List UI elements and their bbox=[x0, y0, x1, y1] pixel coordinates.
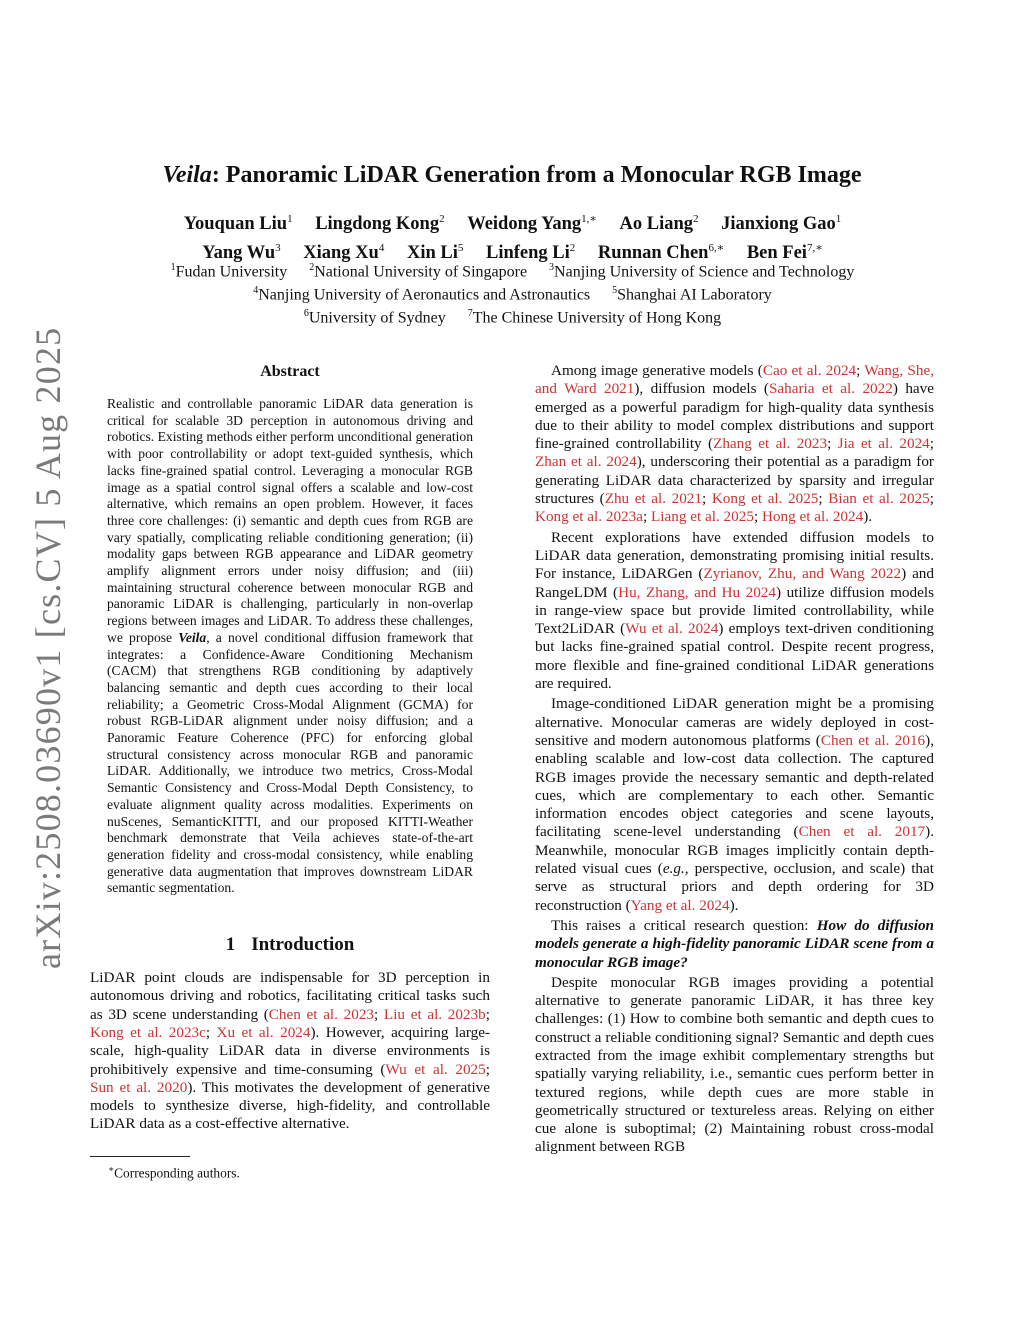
author: Ao Liang$^2$ bbox=[619, 213, 699, 235]
body-paragraph: Recent explorations have extended diffusion models to LiDAR data generation, demonstrating promising initial results. For instance, LiDARGen (Zyrianov, Zhu, and Wang 2022) and RangeLDM (Hu, Zhang, and Hu 2024) utilize diffusion models in range-view space but provide limited controllability, while Text2LiDAR (Wu et al. 2024) employs text-driven conditioning but lacks fine-grained spatial control. Despite recent progress, more flexible and fine-grained conditional LiDAR generations are required. bbox=[535, 528, 934, 693]
citation-link[interactable]: Xu et al. 2024 bbox=[216, 1023, 311, 1041]
footnote: ∗Corresponding authors. bbox=[108, 1164, 240, 1181]
citation-link[interactable]: Chen et al. 2016 bbox=[820, 731, 926, 749]
citation-link[interactable]: Zhu et al. 2021 bbox=[604, 490, 702, 508]
citation-link[interactable]: Yang et al. 2024 bbox=[630, 896, 730, 914]
citation-link[interactable]: Hong et al. 2024 bbox=[761, 508, 864, 526]
author-list bbox=[90, 207, 935, 265]
author: Ben Fei$^{7,∗}$ bbox=[746, 242, 823, 264]
author: Youquan Liu$^1$ bbox=[183, 213, 293, 235]
author-line-1 bbox=[90, 207, 935, 236]
left-column bbox=[90, 362, 490, 1134]
citation-link[interactable]: Jia et al. 2024 bbox=[837, 435, 930, 453]
body-paragraph: Despite monocular RGB images providing a potential alternative to generate panoramic LiDAR, it has three key challenges: (1) How to combine both semantic and depth cues to construct a reliable conditioning signal? Semantic and depth cues extracted from the image exhibit complementary strengths but spatially varying reliability, i.e., semantic cues perform better in textured regions, while depth cues are more stable in geometrically structured or textureless areas. Relying on either cue alone is suboptimal; (2) Maintaining robust cross-modal alignment between RGB bbox=[535, 973, 934, 1156]
citation-link[interactable]: Wu et al. 2025 bbox=[385, 1060, 486, 1078]
author: Xin Li$^5$ bbox=[406, 242, 464, 264]
author: Weidong Yang$^{1,∗}$ bbox=[467, 213, 597, 235]
author: Runnan Chen$^{6,∗}$ bbox=[597, 242, 725, 264]
abstract-body: Realistic and controllable panoramic LiDAR data generation is critical for scalable 3D perception in autonomous driving and robotics. Existing methods either perform unconditional generation with poor controllability or adopt text-guided synthesis, which lacks fine-grained spatial control. Leveraging a monocular RGB image as a spatial control signal offers a scalable and low-cost alternative, which remains an open problem. However, it faces three core challenges: (i) semantic and depth cues from RGB are vary spatially, complicating reliable conditioning generation; (ii) modality gaps between RGB appearance and LiDAR geometry amplify alignment errors under noisy diffusion; and (iii) maintaining structural coherence between monocular RGB and panoramic LiDAR is challenging, particularly in non-overlap regions between images and LiDAR. To address these challenges, we propose Veila, a novel conditional diffusion framework that integrates: a Confidence-Aware Conditioning Mechanism (CACM) that strengthens RGB conditioning by adaptively balancing semantic and depth cues according to their local reliability; a Geometric Cross-Modal Alignment (GCMA) for robust RGB-LiDAR alignment under noisy diffusion; and a Panoramic Feature Coherence (PFC) for enforcing global structural consistency across monocular RGB and panoramic LiDAR. Additionally, we introduce two metrics, Cross-Modal Semantic Consistency and Cross-Modal Depth Consistency, to evaluate alignment quality across modalities. Experiments on nuScenes, SemanticKITTI, and our proposed KITTI-Weather benchmark demonstrate that Veila achieves state-of-the-art generation fidelity and cross-modal consistency, while enabling generative data augmentation that improves downstream LiDAR semantic segmentation. bbox=[107, 396, 473, 896]
citation-link[interactable]: Kong et al. 2023a bbox=[535, 508, 643, 526]
title-rest: : Panoramic LiDAR Generation from a Monocular RGB Image bbox=[211, 162, 862, 188]
affiliation-line bbox=[90, 305, 935, 328]
affiliation: $^5$Shanghai AI Laboratory bbox=[612, 284, 772, 304]
citation-link[interactable]: Chen et al. 2017 bbox=[798, 823, 926, 841]
author: Yang Wu$^3$ bbox=[202, 242, 281, 264]
citation-link[interactable]: Sun et al. 2020 bbox=[90, 1078, 188, 1096]
affiliation-line bbox=[90, 259, 935, 282]
citation-link[interactable]: Kong et al. 2023c bbox=[90, 1023, 206, 1041]
citation-link[interactable]: Liu et al. 2023b bbox=[383, 1005, 486, 1023]
affiliation: $^6$University of Sydney bbox=[303, 307, 446, 326]
affiliation: $^7$The Chinese University of Hong Kong bbox=[467, 307, 722, 326]
title-method-name: Veila bbox=[162, 162, 212, 188]
citation-link[interactable]: Chen et al. 2023 bbox=[268, 1005, 375, 1023]
affiliation-list bbox=[90, 259, 935, 327]
research-question: How do diffusion models generate a high-fidelity panoramic LiDAR scene from a monocular RGB image? bbox=[535, 916, 934, 971]
body-paragraph: This raises a critical research question: How do diffusion models generate a high-fidelity panoramic LiDAR scene from a monocular RGB image? bbox=[535, 916, 934, 971]
citation-link[interactable]: Saharia et al. 2022 bbox=[768, 380, 893, 398]
author: Lingdong Kong$^2$ bbox=[315, 213, 445, 235]
affiliation: $^1$Fudan University bbox=[170, 262, 288, 281]
citation-link[interactable]: Wu et al. 2024 bbox=[625, 620, 719, 638]
citation-link[interactable]: Liang et al. 2025 bbox=[651, 508, 754, 526]
paper-title bbox=[0, 160, 1024, 190]
abstract-heading: Abstract bbox=[260, 363, 320, 380]
right-column bbox=[535, 362, 934, 1159]
citation-link[interactable]: Bian et al. 2025 bbox=[828, 490, 930, 508]
citation-link[interactable]: Zyrianov, Zhu, and Wang 2022 bbox=[703, 565, 902, 583]
body-paragraph: Image-conditioned LiDAR generation might be a promising alternative. Monocular cameras are widely deployed in cost-sensitive and modern autonomous platforms (Chen et al. 2016), enabling scalable and low-cost data collection. The captured RGB images provide the necessary semantic and depth-related cues, which are complementary to each other. Semantic information encodes object categories and scene layouts, facilitating scene-level understanding (Chen et al. 2017). Meanwhile, monocular RGB images implicitly contain depth-related visual cues (e.g., perspective, occlusion, and scale) that serve as structural priors and depth ordering for 3D reconstruction (Yang et al. 2024). bbox=[535, 695, 935, 914]
citation-link[interactable]: Kong et al. 2025 bbox=[711, 490, 819, 508]
citation-link[interactable]: Cao et al. 2024 bbox=[762, 362, 857, 379]
section-heading-introduction: 1 Introduction bbox=[225, 934, 355, 956]
citation-link[interactable]: Hu, Zhang, and Hu 2024 bbox=[618, 583, 776, 601]
intro-paragraph: LiDAR point clouds are indispensable for 3D perception in autonomous driving and robotics, facilitating critical tasks such as 3D scene understanding (Chen et al. 2023; Liu et al. 2023b; Kong et al. 2023c; Xu et al. 2024). However, acquiring large-scale, high-quality LiDAR data in diverse environments is prohibitively expensive and time-consuming (Wu et al. 2025; Sun et al. 2020). This motivates the development of generative models to synthesize diverse, high-fidelity, and controllable LiDAR data as a cost-effective alternative. bbox=[90, 969, 490, 1133]
citation-link[interactable]: Zhan et al. 2024 bbox=[535, 453, 637, 471]
affiliation-line bbox=[90, 282, 935, 305]
citation-link[interactable]: Zhang et al. 2023 bbox=[713, 435, 828, 453]
body-paragraph: Among image generative models (Cao et al. 2024; Wang, She, and Ward 2021), diffusion models (Saharia et al. 2022) have emerged as a powerful paradigm for high-quality data synthesis due to their ability to model complex distributions and support fine-grained controllability (Zhang et al. 2023; Jia et al. 2024; Zhan et al. 2024), underscoring their potential as a paradigm for generating LiDAR data characterized by sparsity and irregular structures (Zhu et al. 2021; Kong et al. 2025; Bian et al. 2025; Kong et al. 2023a; Liang et al. 2025; Hong et al. 2024). bbox=[535, 362, 935, 526]
author: Linfeng Li$^2$ bbox=[486, 242, 576, 264]
arxiv-stamp: arXiv:2508.03690v1 [cs.CV] 5 Aug 2025 bbox=[28, 326, 68, 969]
footnote-rule bbox=[90, 1156, 190, 1157]
author: Jianxiong Gao$^1$ bbox=[721, 213, 842, 235]
affiliation: $^2$National University of Singapore bbox=[309, 262, 528, 281]
affiliation: $^4$Nanjing University of Aeronautics and Astronautics bbox=[253, 284, 591, 304]
affiliation: $^3$Nanjing University of Science and Technology bbox=[549, 262, 855, 281]
citation-link[interactable]: Wang, She, and Ward 2021 bbox=[535, 362, 935, 398]
author: Xiang Xu$^4$ bbox=[303, 242, 385, 264]
